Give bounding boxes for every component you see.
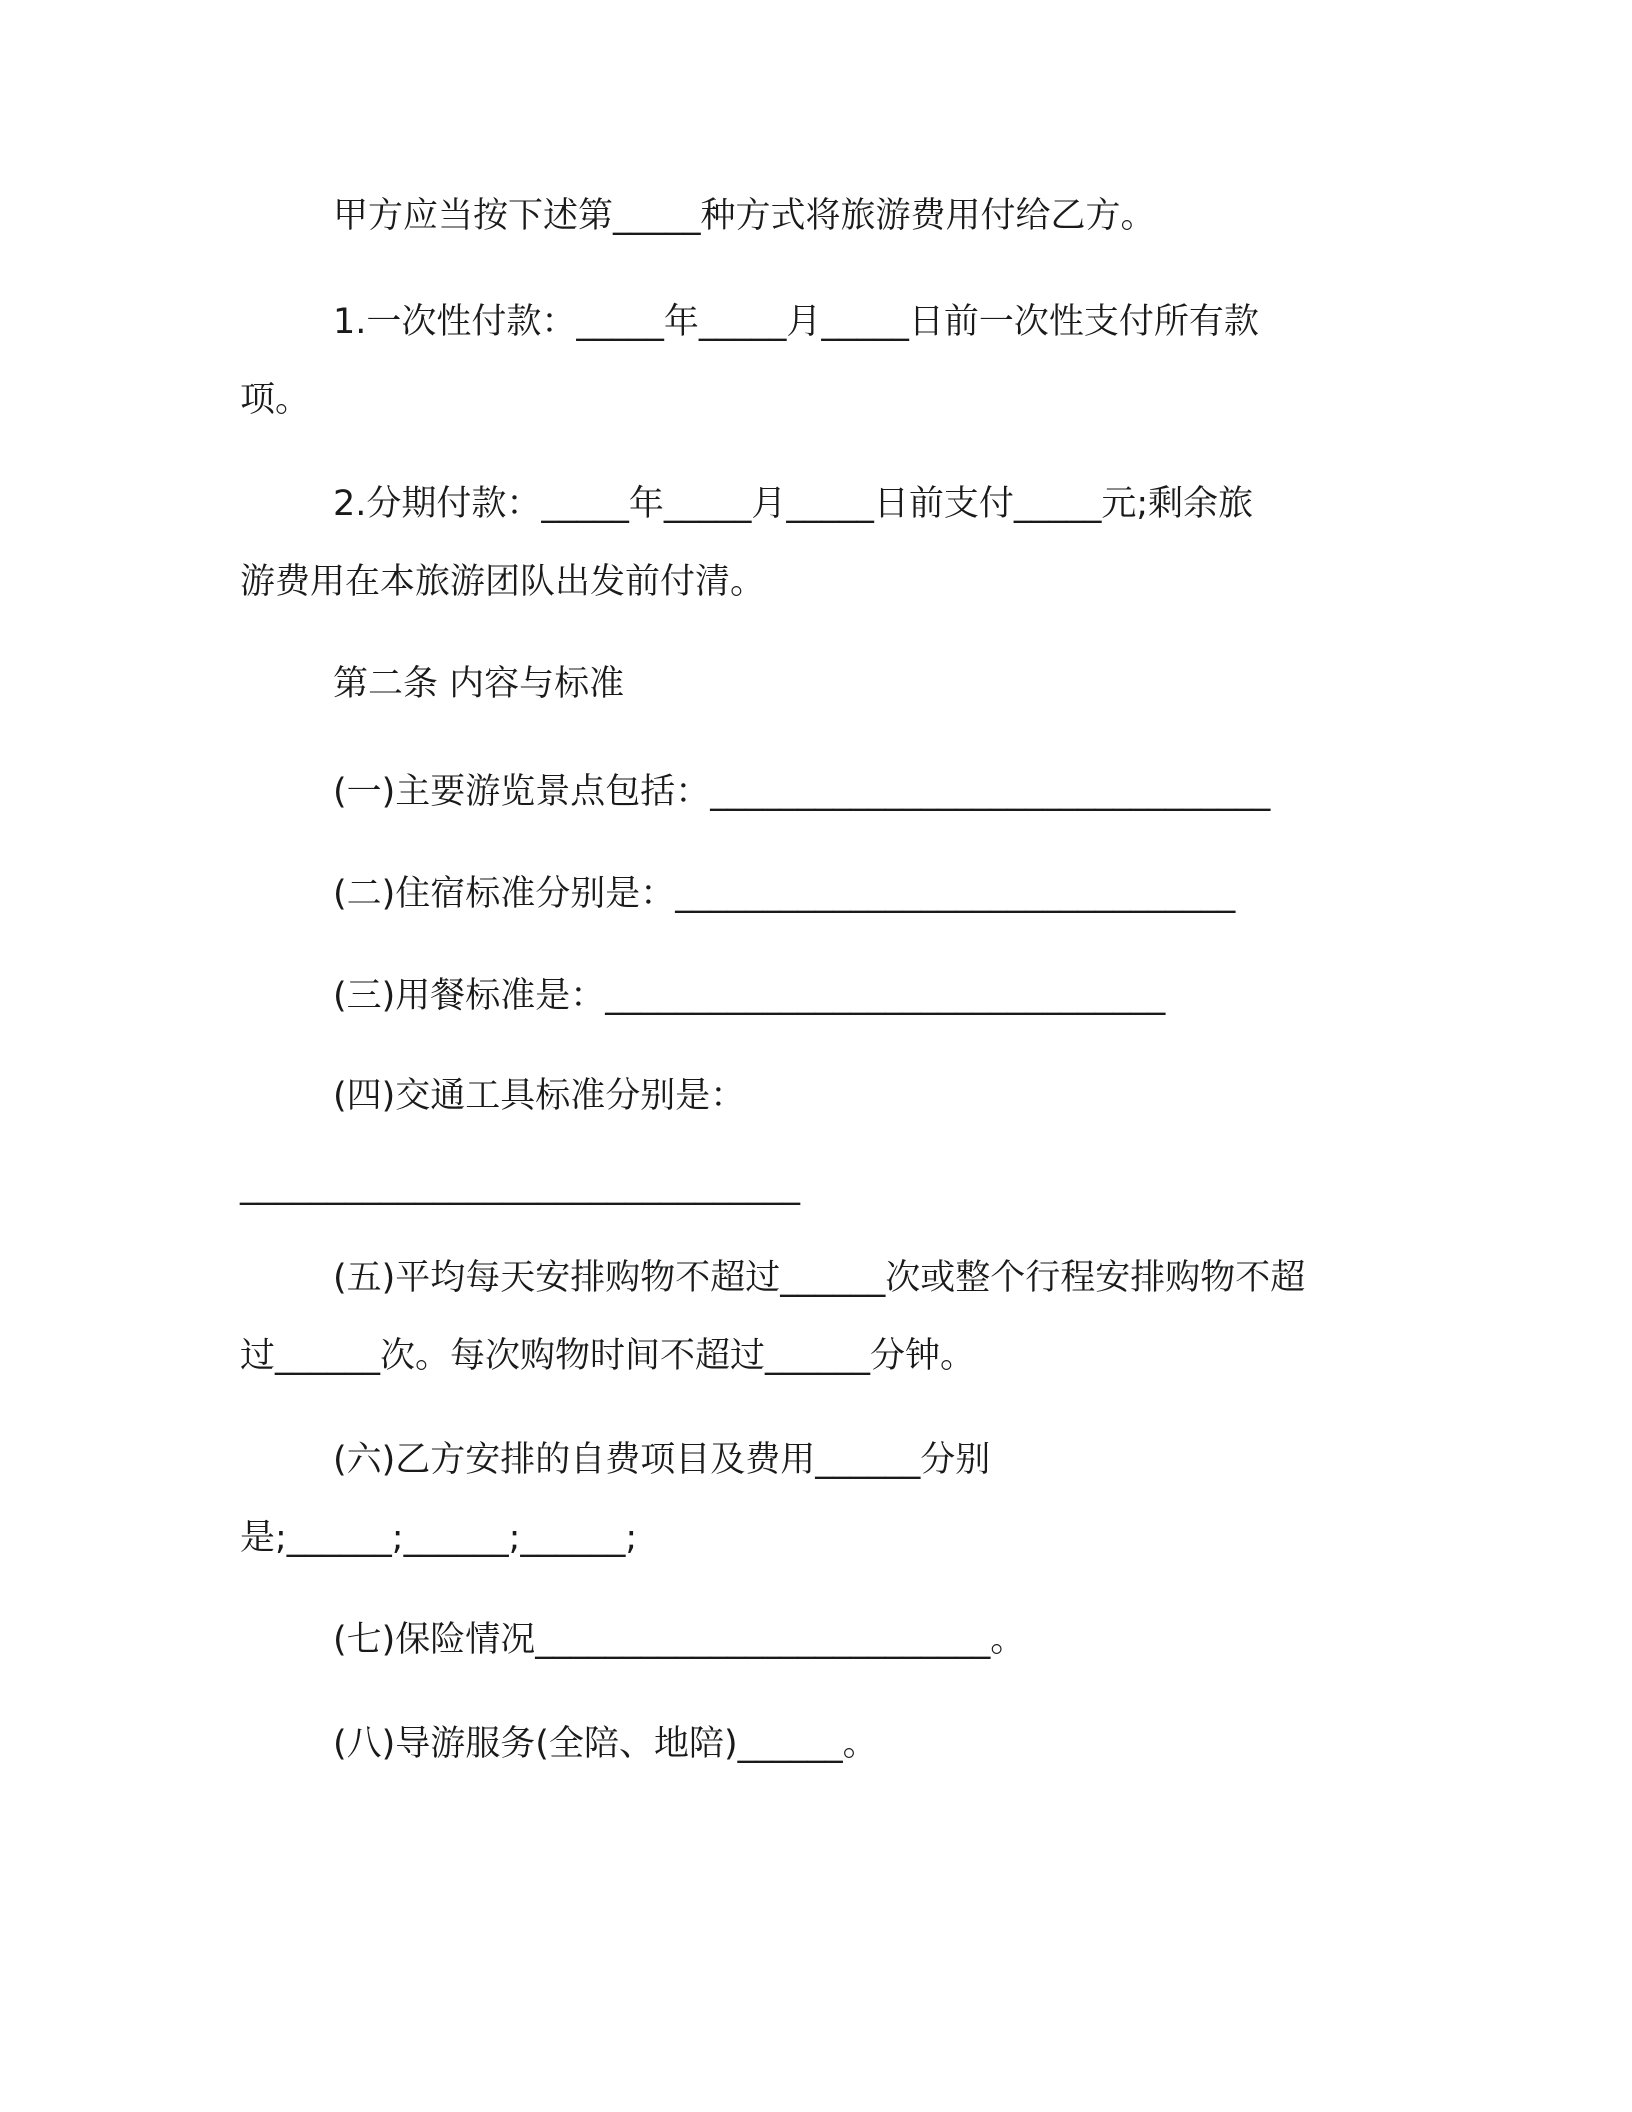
paragraph-lump-sum: 1.一次性付款：_____年_____月_____日前一次性支付所有款	[333, 302, 1259, 342]
paragraph-installment: 2.分期付款：_____年_____月_____日前支付_____元;剩余旅	[333, 484, 1254, 524]
item-extra-fees: (六)乙方安排的自费项目及费用______分别	[333, 1440, 991, 1480]
item-meals: (三)用餐标准是：________________________________	[333, 976, 1166, 1016]
item-shopping: (五)平均每天安排购物不超过______次或整个行程安排购物不超	[333, 1258, 1306, 1298]
item-transport-blank: ________________________________	[240, 1166, 800, 1206]
paragraph-pay-method: 甲方应当按下述第_____种方式将旅游费用付给乙方。	[333, 196, 1156, 236]
item-shopping-cont: 过______次。每次购物时间不超过______分钟。	[240, 1336, 976, 1376]
article-heading: 第二条 内容与标准	[333, 664, 625, 704]
item-accommodation: (二)住宿标准分别是：________________________________	[333, 874, 1236, 914]
item-scenic-spots: (一)主要游览景点包括：________________________________	[333, 772, 1271, 812]
item-guide-service: (八)导游服务(全陪、地陪)______。	[333, 1724, 878, 1764]
paragraph-lump-sum-cont: 项。	[240, 380, 311, 420]
item-transport: (四)交通工具标准分别是：	[333, 1076, 746, 1116]
item-insurance: (七)保险情况__________________________。	[333, 1620, 1026, 1660]
paragraph-installment-cont: 游费用在本旅游团队出发前付清。	[240, 562, 766, 602]
item-extra-fees-cont: 是;______;______;______;	[240, 1518, 638, 1558]
